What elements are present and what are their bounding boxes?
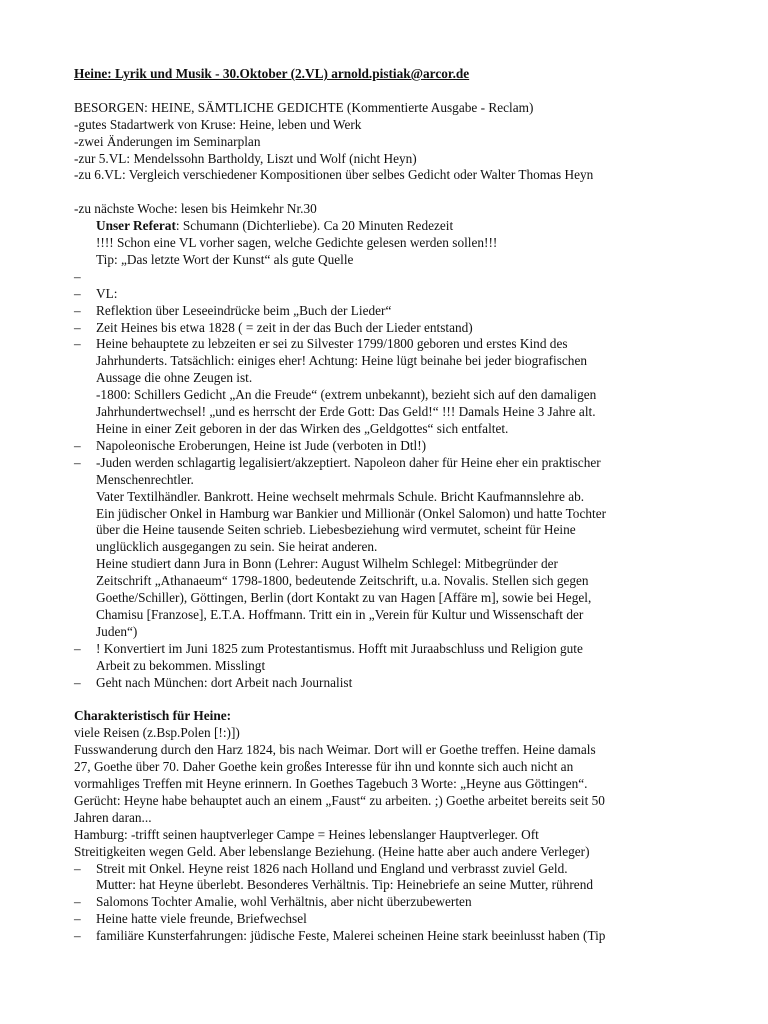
bullet-dash: –	[74, 674, 81, 690]
intro-line: -zwei Änderungen im Seminarplan	[74, 133, 261, 149]
bullet-list-characteristics	[74, 861, 696, 946]
bullet-item	[74, 641, 696, 658]
bullet-item	[74, 928, 696, 945]
document-page	[74, 66, 696, 945]
bullet-dash: –	[74, 640, 81, 656]
bullet-continuation: Aussage die ohne Zeugen ist.	[96, 370, 253, 386]
warning-line: !!!! Schon eine VL vorher sagen, welche Gedichte gelesen werden sollen!!!	[96, 235, 498, 251]
paragraph-line: Jahren daran...	[74, 809, 152, 825]
bullet-dash: –	[74, 894, 81, 910]
bullet-item	[74, 336, 696, 353]
bullet-continuation: Jahrhundertwechsel! „und es herrscht der Erde Gott: Das Geld!“ !!! Damals Heine 3 Jahre alt.	[96, 404, 596, 420]
bullet-continuation: Heine studiert dann Jura in Bonn (Lehrer: August Wilhelm Schlegel: Mitbegründer der	[96, 556, 558, 572]
bullet-item	[74, 320, 696, 337]
bullet-dash: –	[74, 860, 81, 876]
bullet-continuation: Menschenrechtler.	[96, 471, 194, 487]
paragraph-line: Gerücht: Heyne habe behauptet auch an einem „Faust“ zu arbeiten. ;) Goethe arbeitet bereits seit 50	[74, 792, 605, 808]
bullet-continuation: Mutter: hat Heyne überlebt. Besonderes Verhältnis. Tip: Heinebriefe an seine Mutter, rührend	[96, 877, 593, 893]
bullet-continuation: Ein jüdischer Onkel in Hamburg war Bankier und Millionär (Onkel Salomon) und hatte Tochter	[96, 505, 607, 521]
bullet-dash: –	[74, 319, 81, 335]
referat-label: Unser Referat	[96, 218, 176, 234]
bullet-continuation: Vater Textilhändler. Bankrott. Heine wechselt mehrmals Schule. Bricht Kaufmannslehre ab.	[96, 488, 585, 504]
paragraph-line: Streitigkeiten wegen Geld. Aber lebenslange Beziehung. (Heine hatte aber auch andere Verleger)	[74, 843, 590, 859]
referat-line	[74, 218, 696, 235]
paragraph-line: Hamburg: -trifft seinen hauptverleger Campe = Heines lebenslanger Hauptverleger. Oft	[74, 826, 539, 842]
bullet-text	[96, 269, 99, 284]
bullet-item	[74, 438, 696, 455]
bullet-continuation: Chamisu [Franzose], E.T.A. Hoffmann. Tritt ein in „Verein für Kultur und Wissenschaft der	[96, 606, 584, 622]
bullet-dash: –	[74, 336, 81, 352]
bullet-item	[74, 303, 696, 320]
bullet-text: ! Konvertiert im Juni 1825 zum Protestantismus. Hofft mit Juraabschluss und Religion gute	[96, 640, 583, 656]
bullet-continuation: -1800: Schillers Gedicht „An die Freude“ (extrem unbekannt), bezieht sich auf den damaligen	[96, 387, 597, 403]
bullet-text: Reflektion über Leseeindrücke beim „Buch der Lieder“	[96, 302, 392, 318]
bullet-text: VL:	[96, 285, 118, 301]
intro-line: -zu 6.VL: Vergleich verschiedener Kompositionen über selbes Gedicht oder Walter Thomas Heyn	[74, 167, 594, 183]
bullet-item	[74, 861, 696, 878]
bullet-text: Napoleonische Eroberungen, Heine ist Jude (verboten in Dtl!)	[96, 437, 427, 453]
intro-line: BESORGEN: HEINE, SÄMTLICHE GEDICHTE (Kommentierte Ausgabe - Reclam)	[74, 99, 534, 115]
bullet-continuation: Goethe/Schiller), Göttingen, Berlin (dort Kontakt zu van Hagen [Affäre m], sowie bei Hegel,	[96, 590, 592, 606]
bullet-text: Heine hatte viele freunde, Briefwechsel	[96, 911, 307, 927]
bullet-item	[74, 269, 696, 286]
bullet-item	[74, 455, 696, 472]
paragraph-line: viele Reisen (z.Bsp.Polen [!:)])	[74, 725, 240, 741]
spacer	[74, 184, 696, 201]
tip-line: Tip: „Das letzte Wort der Kunst“ als gute Quelle	[96, 251, 354, 267]
bullet-dash: –	[74, 268, 81, 284]
bullet-item	[74, 286, 696, 303]
bullet-item	[74, 894, 696, 911]
intro-line: -zur 5.VL: Mendelssohn Bartholdy, Liszt und Wolf (nicht Heyn)	[74, 150, 417, 166]
bullet-text: Zeit Heines bis etwa 1828 ( = zeit in der das Buch der Lieder entstand)	[96, 319, 473, 335]
next-week-note: -zu nächste Woche: lesen bis Heimkehr Nr.30	[74, 201, 317, 217]
section-paragraphs	[74, 725, 696, 860]
bullet-text: Salomons Tochter Amalie, wohl Verhältnis, aber nicht überzubewerten	[96, 894, 472, 910]
bullet-dash: –	[74, 437, 81, 453]
bullet-text: -Juden werden schlagartig legalisiert/akzeptiert. Napoleon daher für Heine eher ein praktischer	[96, 454, 601, 470]
paragraph-line: vormahliges Treffen mit Heyne erinnern. In Goethes Tagebuch 3 Worte: „Heyne aus Göttingen“.	[74, 776, 588, 792]
document-title: Heine: Lyrik und Musik - 30.Oktober (2.VL) arnold.pistiak@arcor.de	[74, 66, 470, 81]
section-heading: Charakteristisch für Heine:	[74, 708, 232, 724]
bullet-dash: –	[74, 911, 81, 927]
bullet-dash: –	[74, 928, 81, 944]
bullet-dash: –	[74, 454, 81, 470]
bullet-dash: –	[74, 302, 81, 318]
bullet-text: Heine behauptete zu lebzeiten er sei zu Silvester 1799/1800 geboren und erstes Kind des	[96, 336, 568, 352]
bullet-text: familiäre Kunsterfahrungen: jüdische Feste, Malerei scheinen Heine stark beeinlusst haben (Tip	[96, 928, 606, 944]
intro-block	[74, 100, 696, 185]
bullet-text: Streit mit Onkel. Heyne reist 1826 nach Holland und England und verbrasst zuviel Geld.	[96, 860, 568, 876]
referat-text: : Schumann (Dichterliebe). Ca 20 Minuten Redezeit	[175, 218, 454, 234]
bullet-item	[74, 911, 696, 928]
paragraph-line: Fusswanderung durch den Harz 1824, bis nach Weimar. Dort will er Goethe treffen. Heine damals	[74, 742, 596, 758]
bullet-item	[74, 675, 696, 692]
bullet-continuation: Jahrhunderts. Tatsächlich: einiges eher! Achtung: Heine lügt beinahe bei jeder biografischen	[96, 353, 588, 369]
bullet-list-vl	[74, 269, 696, 692]
bullet-continuation: Heine in einer Zeit geboren in der das Wirken des „Geldgottes“ sich entfaltet.	[96, 421, 509, 436]
bullet-continuation: unglücklich ausgegangen zu sein. Sie heirat anderen.	[96, 539, 378, 555]
bullet-continuation: Juden“)	[96, 623, 138, 639]
bullet-continuation: über die Heine tausende Seiten schrieb. Liebesbeziehung wird vermutet, scheint für Heine	[96, 522, 576, 538]
spacer	[74, 692, 696, 709]
bullet-continuation: Zeitschrift „Athanaeum“ 1798-1800, bedeutende Zeitschrift, u.a. Novalis. Stellen sich gegen	[96, 573, 589, 589]
bullet-dash: –	[74, 285, 81, 301]
intro-line: -gutes Stadartwerk von Kruse: Heine, leben und Werk	[74, 116, 362, 132]
bullet-continuation: Arbeit zu bekommen. Misslingt	[96, 657, 266, 673]
paragraph-line: 27, Goethe über 70. Daher Goethe kein großes Interesse für ihn und konnte sich auch nicht an	[74, 759, 574, 775]
spacer	[74, 83, 696, 100]
bullet-text: Geht nach München: dort Arbeit nach Journalist	[96, 674, 353, 690]
